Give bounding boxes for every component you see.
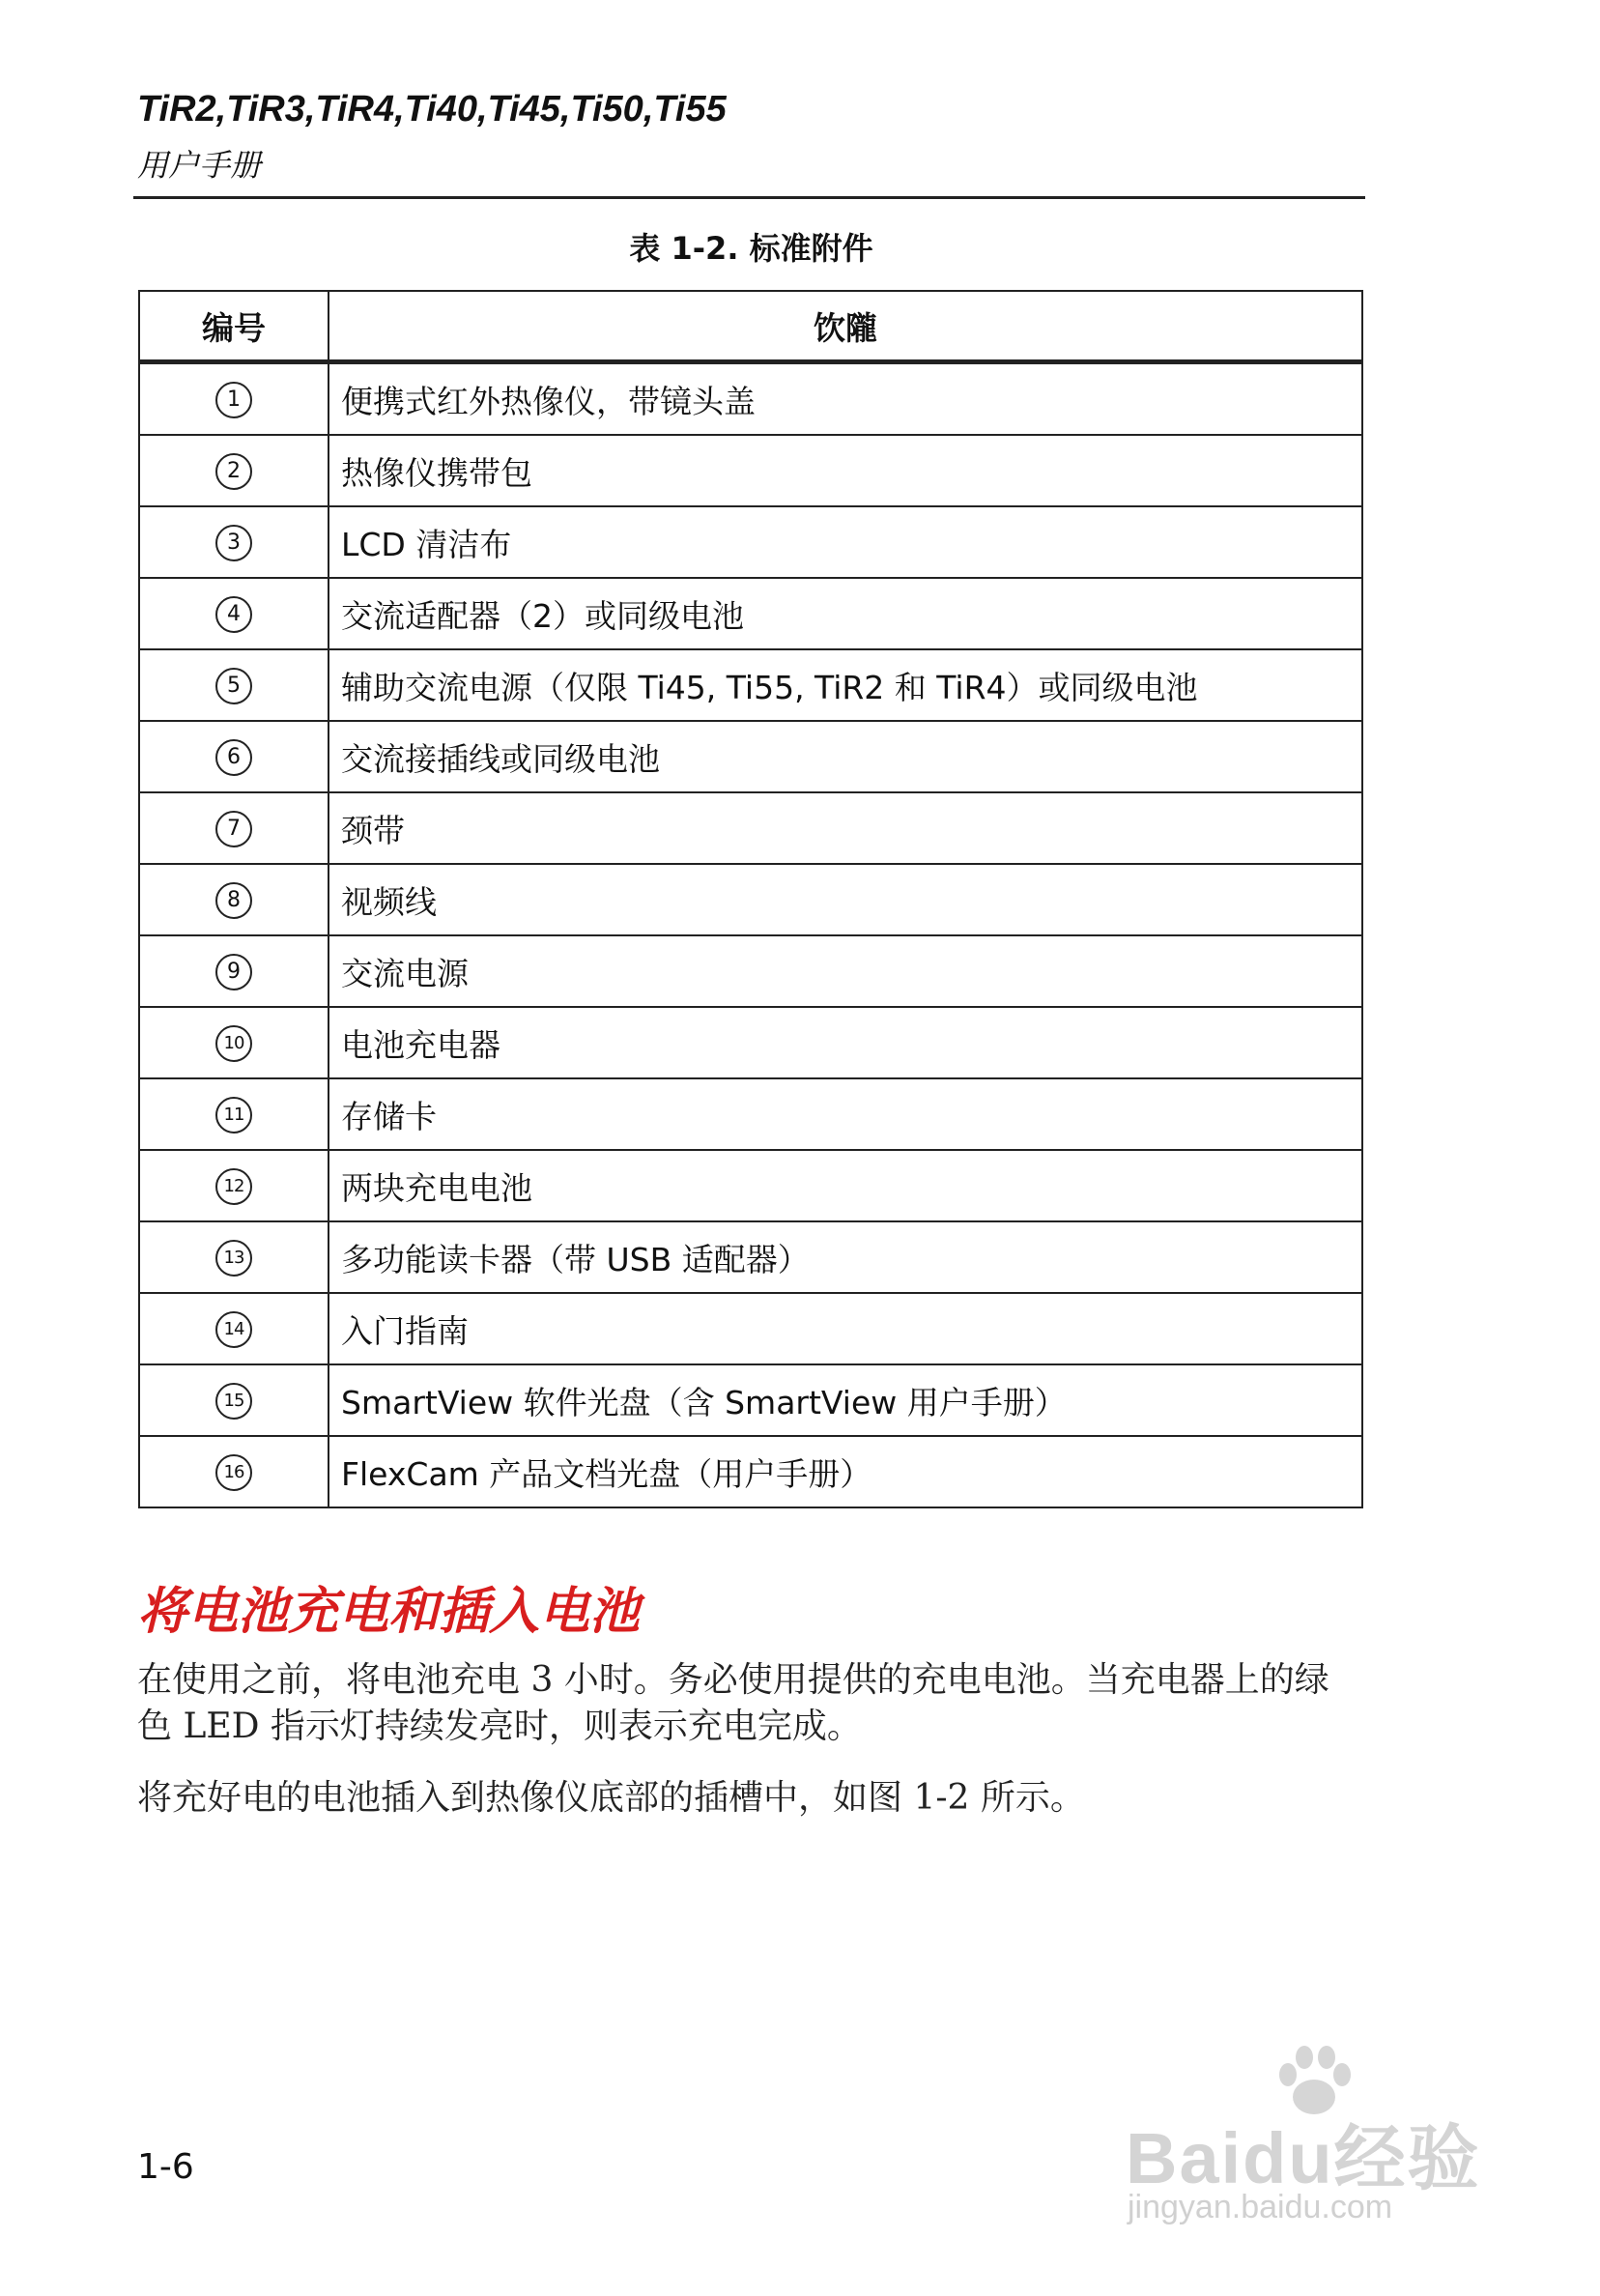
item-number-cell (139, 935, 329, 1007)
item-description-cell: FlexCam 产品文档光盘（用户手册） (329, 1436, 1362, 1507)
item-number-cell (139, 1293, 329, 1364)
table-row (139, 1078, 1362, 1150)
baidu-watermark (1126, 2044, 1512, 2227)
header-divider (133, 196, 1365, 199)
circled-number: 15 (215, 1383, 252, 1420)
item-number-cell (139, 506, 329, 578)
circled-number: 6 (215, 739, 252, 776)
table-row (139, 1007, 1362, 1078)
table-row (139, 721, 1362, 792)
item-number-cell (139, 1007, 329, 1078)
item-description-cell: 颈带 (329, 792, 1362, 864)
table-row (139, 578, 1362, 649)
circled-number: 8 (215, 882, 252, 919)
paragraph-charge-instructions: 在使用之前，将电池充电 3 小时。务必使用提供的充电电池。当充电器上的绿色 LED 指示灯持续发亮时，则表示充电完成。 (137, 1660, 1329, 1746)
table-row (139, 935, 1362, 1007)
circled-number: 7 (215, 811, 252, 847)
table-row (139, 1436, 1362, 1507)
item-description-cell: 热像仪携带包 (329, 435, 1362, 506)
item-description-cell: 多功能读卡器（带 USB 适配器） (329, 1221, 1362, 1293)
watermark-brand: Baidu经验 (1126, 2118, 1481, 2198)
column-header-number: 编号 (139, 291, 329, 362)
item-description-cell: LCD 清洁布 (329, 506, 1362, 578)
circled-number: 16 (215, 1454, 252, 1491)
item-number-cell (139, 792, 329, 864)
item-number-cell (139, 1221, 329, 1293)
section-heading: 将电池充电和插入电池 (137, 1583, 641, 1641)
table-row (139, 435, 1362, 506)
item-number-cell (139, 578, 329, 649)
table-row (139, 362, 1362, 436)
item-description-cell: 交流电源 (329, 935, 1362, 1007)
item-number-cell (139, 1150, 329, 1221)
item-description-cell: 存储卡 (329, 1078, 1362, 1150)
item-number-cell (139, 1436, 329, 1507)
document-header-subtitle: 用户手册 (137, 147, 262, 184)
circled-number: 12 (215, 1168, 252, 1205)
paragraph-insert-instructions: 将充好电的电池插入到热像仪底部的插槽中，如图 1-2 所示。 (137, 1778, 1085, 1818)
item-description-cell: 辅助交流电源（仅限 Ti45, Ti55, TiR2 和 TiR4）或同级电池 (329, 649, 1362, 721)
circled-number: 4 (215, 596, 252, 633)
circled-number: 5 (215, 668, 252, 704)
item-number-cell (139, 362, 329, 436)
circled-number: 2 (215, 453, 252, 490)
page-number: 1-6 (137, 2147, 194, 2187)
item-number-cell (139, 1078, 329, 1150)
item-description-cell: 电池充电器 (329, 1007, 1362, 1078)
item-description-cell: 交流接插线或同级电池 (329, 721, 1362, 792)
table-caption: 表 1-2. 标准附件 (629, 230, 873, 267)
item-description-cell: 视频线 (329, 864, 1362, 935)
column-header-item: 饮隴 (329, 291, 1362, 362)
circled-number: 9 (215, 954, 252, 990)
item-description-cell: 入门指南 (329, 1293, 1362, 1364)
table-row (139, 1364, 1362, 1436)
item-number-cell (139, 1364, 329, 1436)
table-row (139, 1293, 1362, 1364)
table-header-row (139, 291, 1362, 362)
circled-number: 13 (215, 1240, 252, 1277)
document-header-title: TiR2,TiR3,TiR4,Ti40,Ti45,Ti50,Ti55 (137, 89, 727, 129)
circled-number: 3 (215, 525, 252, 561)
circled-number: 10 (215, 1025, 252, 1062)
table-row (139, 792, 1362, 864)
table-row (139, 506, 1362, 578)
circled-number: 11 (215, 1097, 252, 1134)
circled-number: 1 (215, 382, 252, 418)
item-description-cell: 便携式红外热像仪，带镜头盖 (329, 362, 1362, 436)
item-number-cell (139, 649, 329, 721)
table-row (139, 864, 1362, 935)
accessories-table (138, 290, 1363, 1508)
item-description-cell: SmartView 软件光盘（含 SmartView 用户手册） (329, 1364, 1362, 1436)
item-number-cell (139, 435, 329, 506)
item-number-cell (139, 721, 329, 792)
table-row (139, 649, 1362, 721)
item-description-cell: 交流适配器（2）或同级电池 (329, 578, 1362, 649)
item-number-cell (139, 864, 329, 935)
watermark-url: jingyan.baidu.com (1128, 2189, 1393, 2225)
item-description-cell: 两块充电电池 (329, 1150, 1362, 1221)
table-row (139, 1221, 1362, 1293)
table-row (139, 1150, 1362, 1221)
circled-number: 14 (215, 1311, 252, 1348)
